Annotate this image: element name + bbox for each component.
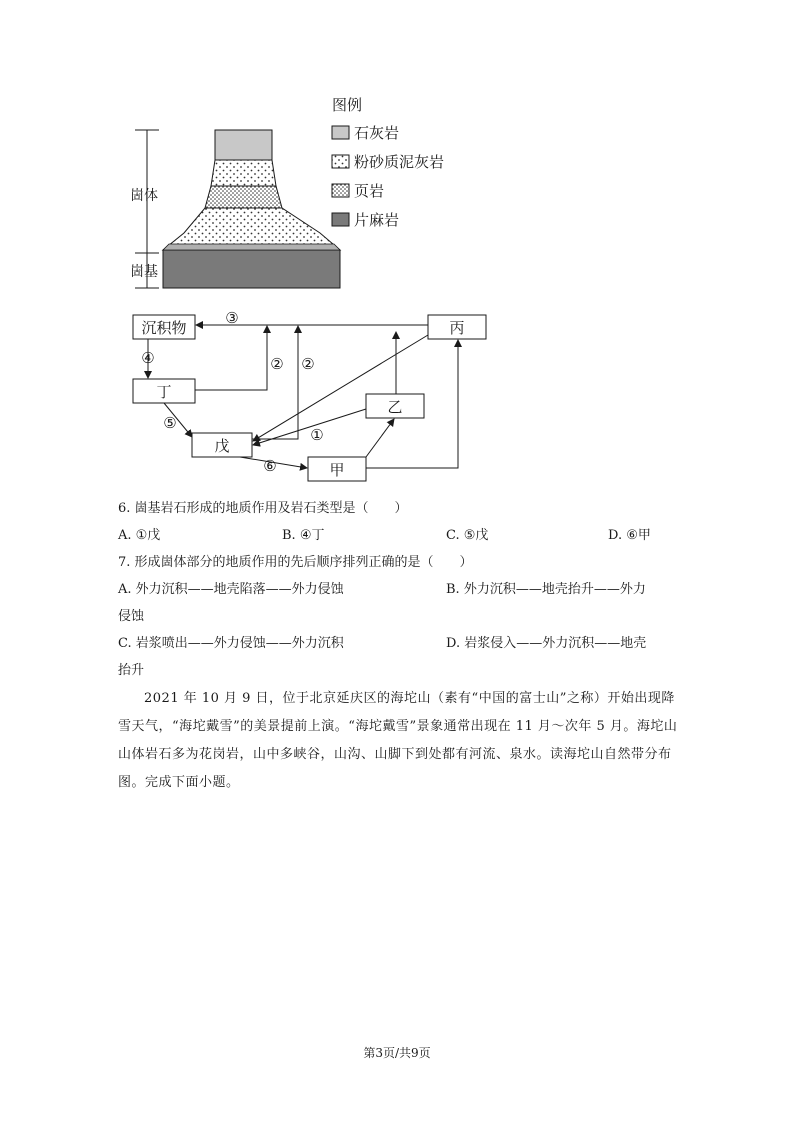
limestone-layer — [215, 130, 272, 160]
legend-label-silty-marl: 粉砂质泥灰岩 — [354, 153, 445, 171]
question-7-option-c: C. 岩浆喷出——外力侵蚀——外力沉积 — [118, 636, 344, 651]
rock-cycle-diagram — [120, 305, 500, 490]
arrow-label-6: ⑥ — [263, 457, 277, 475]
question-7-option-d-continued: 抬升 — [118, 663, 145, 678]
question-6-option-c: C. ⑤戊 — [446, 528, 489, 543]
arrow-2a — [195, 326, 267, 390]
question-6-option-d: D. ⑥甲 — [608, 528, 651, 543]
reading-passage: 2021 年 10 月 9 日，位于北京延庆区的海坨山（素有“中国的富士山”之称）开始出现降雪天气，“海坨戴雪”的美景提前上演。“海坨戴雪”景象通常出现在 11 月～次年 5 月。海坨山山体岩石多为花岗岩，山中多峡谷，山沟、山脚下到处都有河流、泉水。读海坨山自然带分布图。完成下面小题。 — [118, 691, 678, 790]
node-sediment: 沉积物 — [141, 319, 187, 337]
gneiss-base — [163, 250, 340, 288]
node-wu: 戊 — [214, 437, 230, 455]
question-6-option-b: B. ④丁 — [282, 528, 325, 543]
arrow-label-4: ④ — [141, 349, 155, 367]
question-6-stem: 6. 崮基岩石形成的地质作用及岩石类型是（ ） — [118, 501, 408, 516]
label-mesa-body: 崮体 — [130, 188, 158, 204]
node-yi: 乙 — [387, 398, 403, 416]
legend-label-shale: 页岩 — [354, 182, 385, 200]
mesa-cross-section-figure — [120, 88, 480, 298]
arrow-jia-to-yi — [366, 419, 394, 457]
arrow-bing-to-wu — [253, 335, 428, 441]
arrow-label-2b: ② — [301, 355, 315, 373]
question-6-option-a: A. ①戊 — [118, 528, 161, 543]
question-7-option-a: A. 外力沉积——地壳陷落——外力侵蚀 — [118, 582, 344, 597]
node-ding: 丁 — [156, 383, 172, 401]
question-7-option-b-continued: 侵蚀 — [118, 609, 145, 624]
gneiss-base-side — [163, 244, 340, 250]
node-bing: 丙 — [449, 319, 465, 337]
silty-marl-layer — [211, 160, 276, 186]
legend-swatch-silty-marl — [332, 155, 349, 168]
legend-swatch-shale — [332, 184, 349, 197]
arrow-2b — [252, 326, 298, 439]
shale-layer — [205, 186, 282, 208]
legend — [332, 96, 444, 229]
legend-swatch-limestone — [332, 126, 349, 139]
question-7-option-d: D. 岩浆侵入——外力沉积——地壳 — [446, 636, 647, 651]
arrow-label-3: ③ — [225, 309, 239, 327]
legend-title: 图例 — [332, 96, 363, 114]
label-mesa-base: 崮基 — [130, 264, 158, 280]
arrow-label-1: ① — [310, 426, 324, 444]
question-7-option-b: B. 外力沉积——地壳抬升——外力 — [446, 582, 646, 597]
legend-label-limestone: 石灰岩 — [354, 124, 400, 142]
node-jia: 甲 — [329, 461, 345, 479]
legend-swatch-gneiss — [332, 213, 349, 226]
page-number-footer: 第3页/共9页 — [363, 1046, 431, 1060]
question-7-stem: 7. 形成崮体部分的地质作用的先后顺序排列正确的是（ ） — [118, 555, 473, 570]
arrow-label-2a: ② — [270, 355, 284, 373]
arrow-label-5: ⑤ — [163, 414, 177, 432]
legend-label-gneiss: 片麻岩 — [354, 211, 400, 229]
